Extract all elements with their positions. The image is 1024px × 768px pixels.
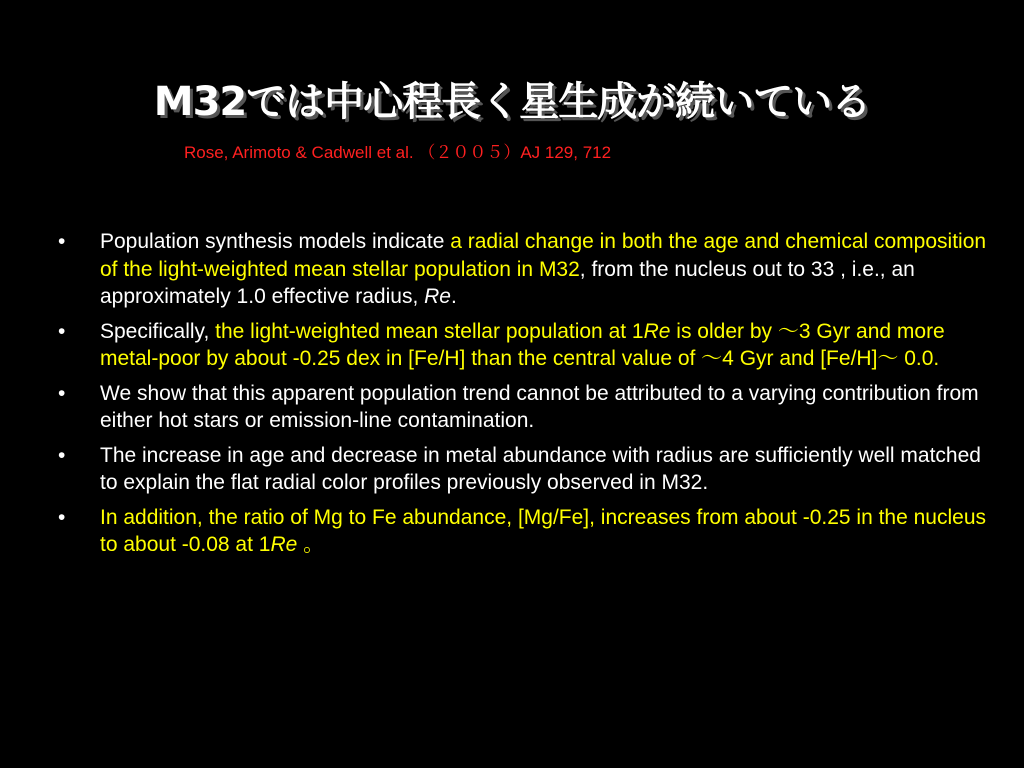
bullet-marker: • [58,381,66,405]
bullet-marker: • [58,230,66,253]
bullet-list [58,228,988,566]
bullet-text-segment: the light-weighted mean stellar population at 1 [215,319,644,343]
bullet-text-segment: Re [643,319,671,343]
bullet-marker: • [58,505,66,529]
bullet-text-segment: The increase in age and decrease in metal abundance with radius are sufficiently well matched to explain the flat radial color profiles previously observed in M32. [100,443,981,494]
bullet-text-segment: Re [270,533,298,556]
slide-title: M32では中心程長く星生成が続いている [153,79,871,125]
citation: Rose, Arimoto & Cadwell et al. （２００５）AJ 129, 712 [184,143,612,162]
bullet-item [58,228,988,311]
bullet-text-segment: In addition, the ratio of Mg to Fe abundance, [Mg/Fe], increases from about -0.25 in the nucleus to about -0.08 at 1 [100,505,987,556]
bullet-text-segment: Re [424,285,451,308]
bullet-marker: • [58,443,66,467]
bullet-text-segment: is older by ～3 Gyr and more metal-poor by about -0.25 dex in [Fe/H] than the central value of ～4 Gyr and [Fe/H]～ 0.0. [100,319,945,370]
bullet-item [58,442,988,497]
bullet-text-segment: Specifically, [100,319,216,343]
bullet-text-segment: , from the nucleus out to 33 , i.e., an approximately 1.0 effective radius, [100,257,915,308]
bullet-text-segment: 。 [297,533,325,556]
bullet-text-segment: We show that this apparent population trend cannot be attributed to a varying contribution from either hot stars or emission-line contamination. [100,381,979,432]
bullet-item [58,380,988,435]
bullet-text-segment: a radial change in both the age and chemical composition of the light-weighted mean stellar population in M32 [100,230,987,281]
bullet-text-segment: Population synthesis models indicate [100,230,451,253]
bullet-item [58,504,988,559]
bullet-text-segment: . [450,285,457,308]
bullet-marker: • [58,319,66,343]
bullet-item [58,318,988,373]
